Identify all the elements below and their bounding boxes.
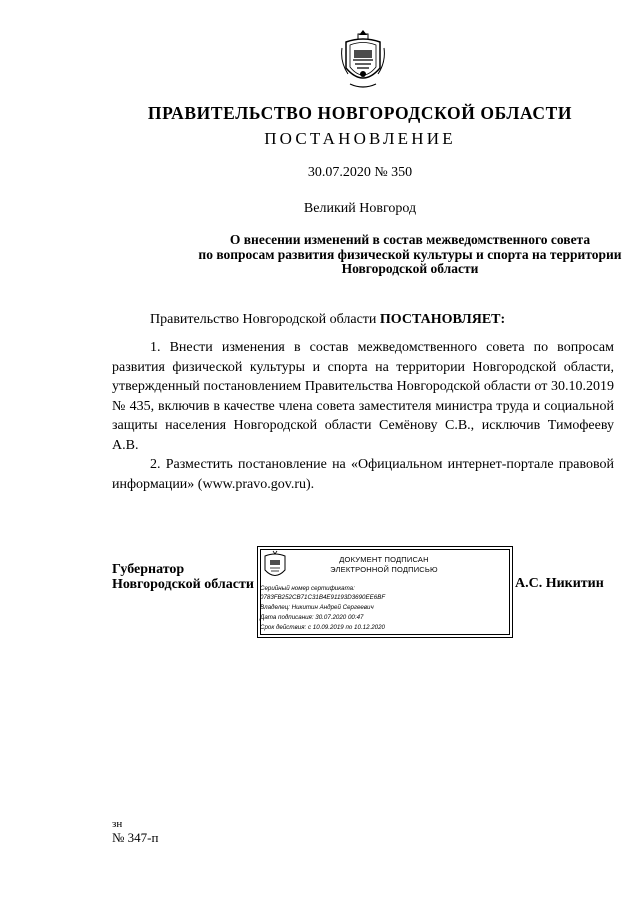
- electronic-signature-stamp: [257, 546, 513, 638]
- stamp-signed-date: Дата подписания: 30.07.2020 00:47: [260, 614, 364, 621]
- document-type: ПОСТАНОВЛЕНИЕ: [264, 129, 456, 148]
- stamp-owner: Владелец: Никитин Андрей Сергеевич: [260, 604, 374, 611]
- paragraph-1: 1. Внести изменения в состав межведомственного совета по вопросам развития физической культуры и спорта на территории Новгородской области, утвержденный постановлением Правительства Новгородской области от 30.10.2019 № 435, включив в качестве члена совета заместителя министра труда и социальной защиты населения Новгородской области Семёнову С.В., исключив Тимофееву А.В.: [112, 340, 614, 453]
- signatory-title-line: Губернатор: [112, 562, 185, 577]
- footer-number: № 347-п: [112, 830, 159, 845]
- paragraph-2: 2. Разместить постановление на «Официальном интернет-портале правовой информации» (www.pravo.gov.ru).: [112, 457, 614, 492]
- footer-mark: зн: [112, 818, 123, 830]
- document-body: [112, 338, 614, 494]
- signatory-name: А.С. Никитин: [515, 576, 604, 591]
- preamble-verb: ПОСТАНОВЛЯЕТ:: [379, 312, 506, 327]
- stamp-emblem-icon: [262, 550, 288, 582]
- stamp-header: [294, 555, 474, 575]
- stamp-serial-value: 0783FB252CB71C31B4E91193D3690EE6BF: [260, 594, 386, 601]
- stamp-validity: Срок действия: с 10.09.2019 по 10.12.2020: [260, 624, 385, 631]
- preamble-text: Правительство Новгородской области: [150, 312, 380, 327]
- city: Великий Новгород: [303, 201, 417, 216]
- stamp-header-line: ДОКУМЕНТ ПОДПИСАН: [339, 555, 429, 564]
- subject-line: по вопросам развития физической культуры и спорта на территории: [198, 246, 622, 262]
- date-number: 30.07.2020 № 350: [307, 165, 413, 180]
- footer-reference: [112, 818, 158, 844]
- coat-of-arms-emblem: [340, 28, 386, 90]
- signatory-title: [112, 562, 254, 592]
- preamble: [150, 312, 505, 328]
- signatory-title-line: Новгородской области: [112, 577, 254, 592]
- subject-line: О внесении изменений в состав межведомственного совета: [229, 232, 591, 247]
- document-subject: [110, 233, 640, 277]
- organization-title: ПРАВИТЕЛЬСТВО НОВГОРОДСКОЙ ОБЛАСТИ: [147, 103, 573, 123]
- stamp-header-line: ЭЛЕКТРОННОЙ ПОДПИСЬЮ: [330, 565, 438, 574]
- subject-line: Новгородской области: [341, 261, 479, 276]
- stamp-serial-label: Серийный номер сертификата:: [260, 585, 355, 592]
